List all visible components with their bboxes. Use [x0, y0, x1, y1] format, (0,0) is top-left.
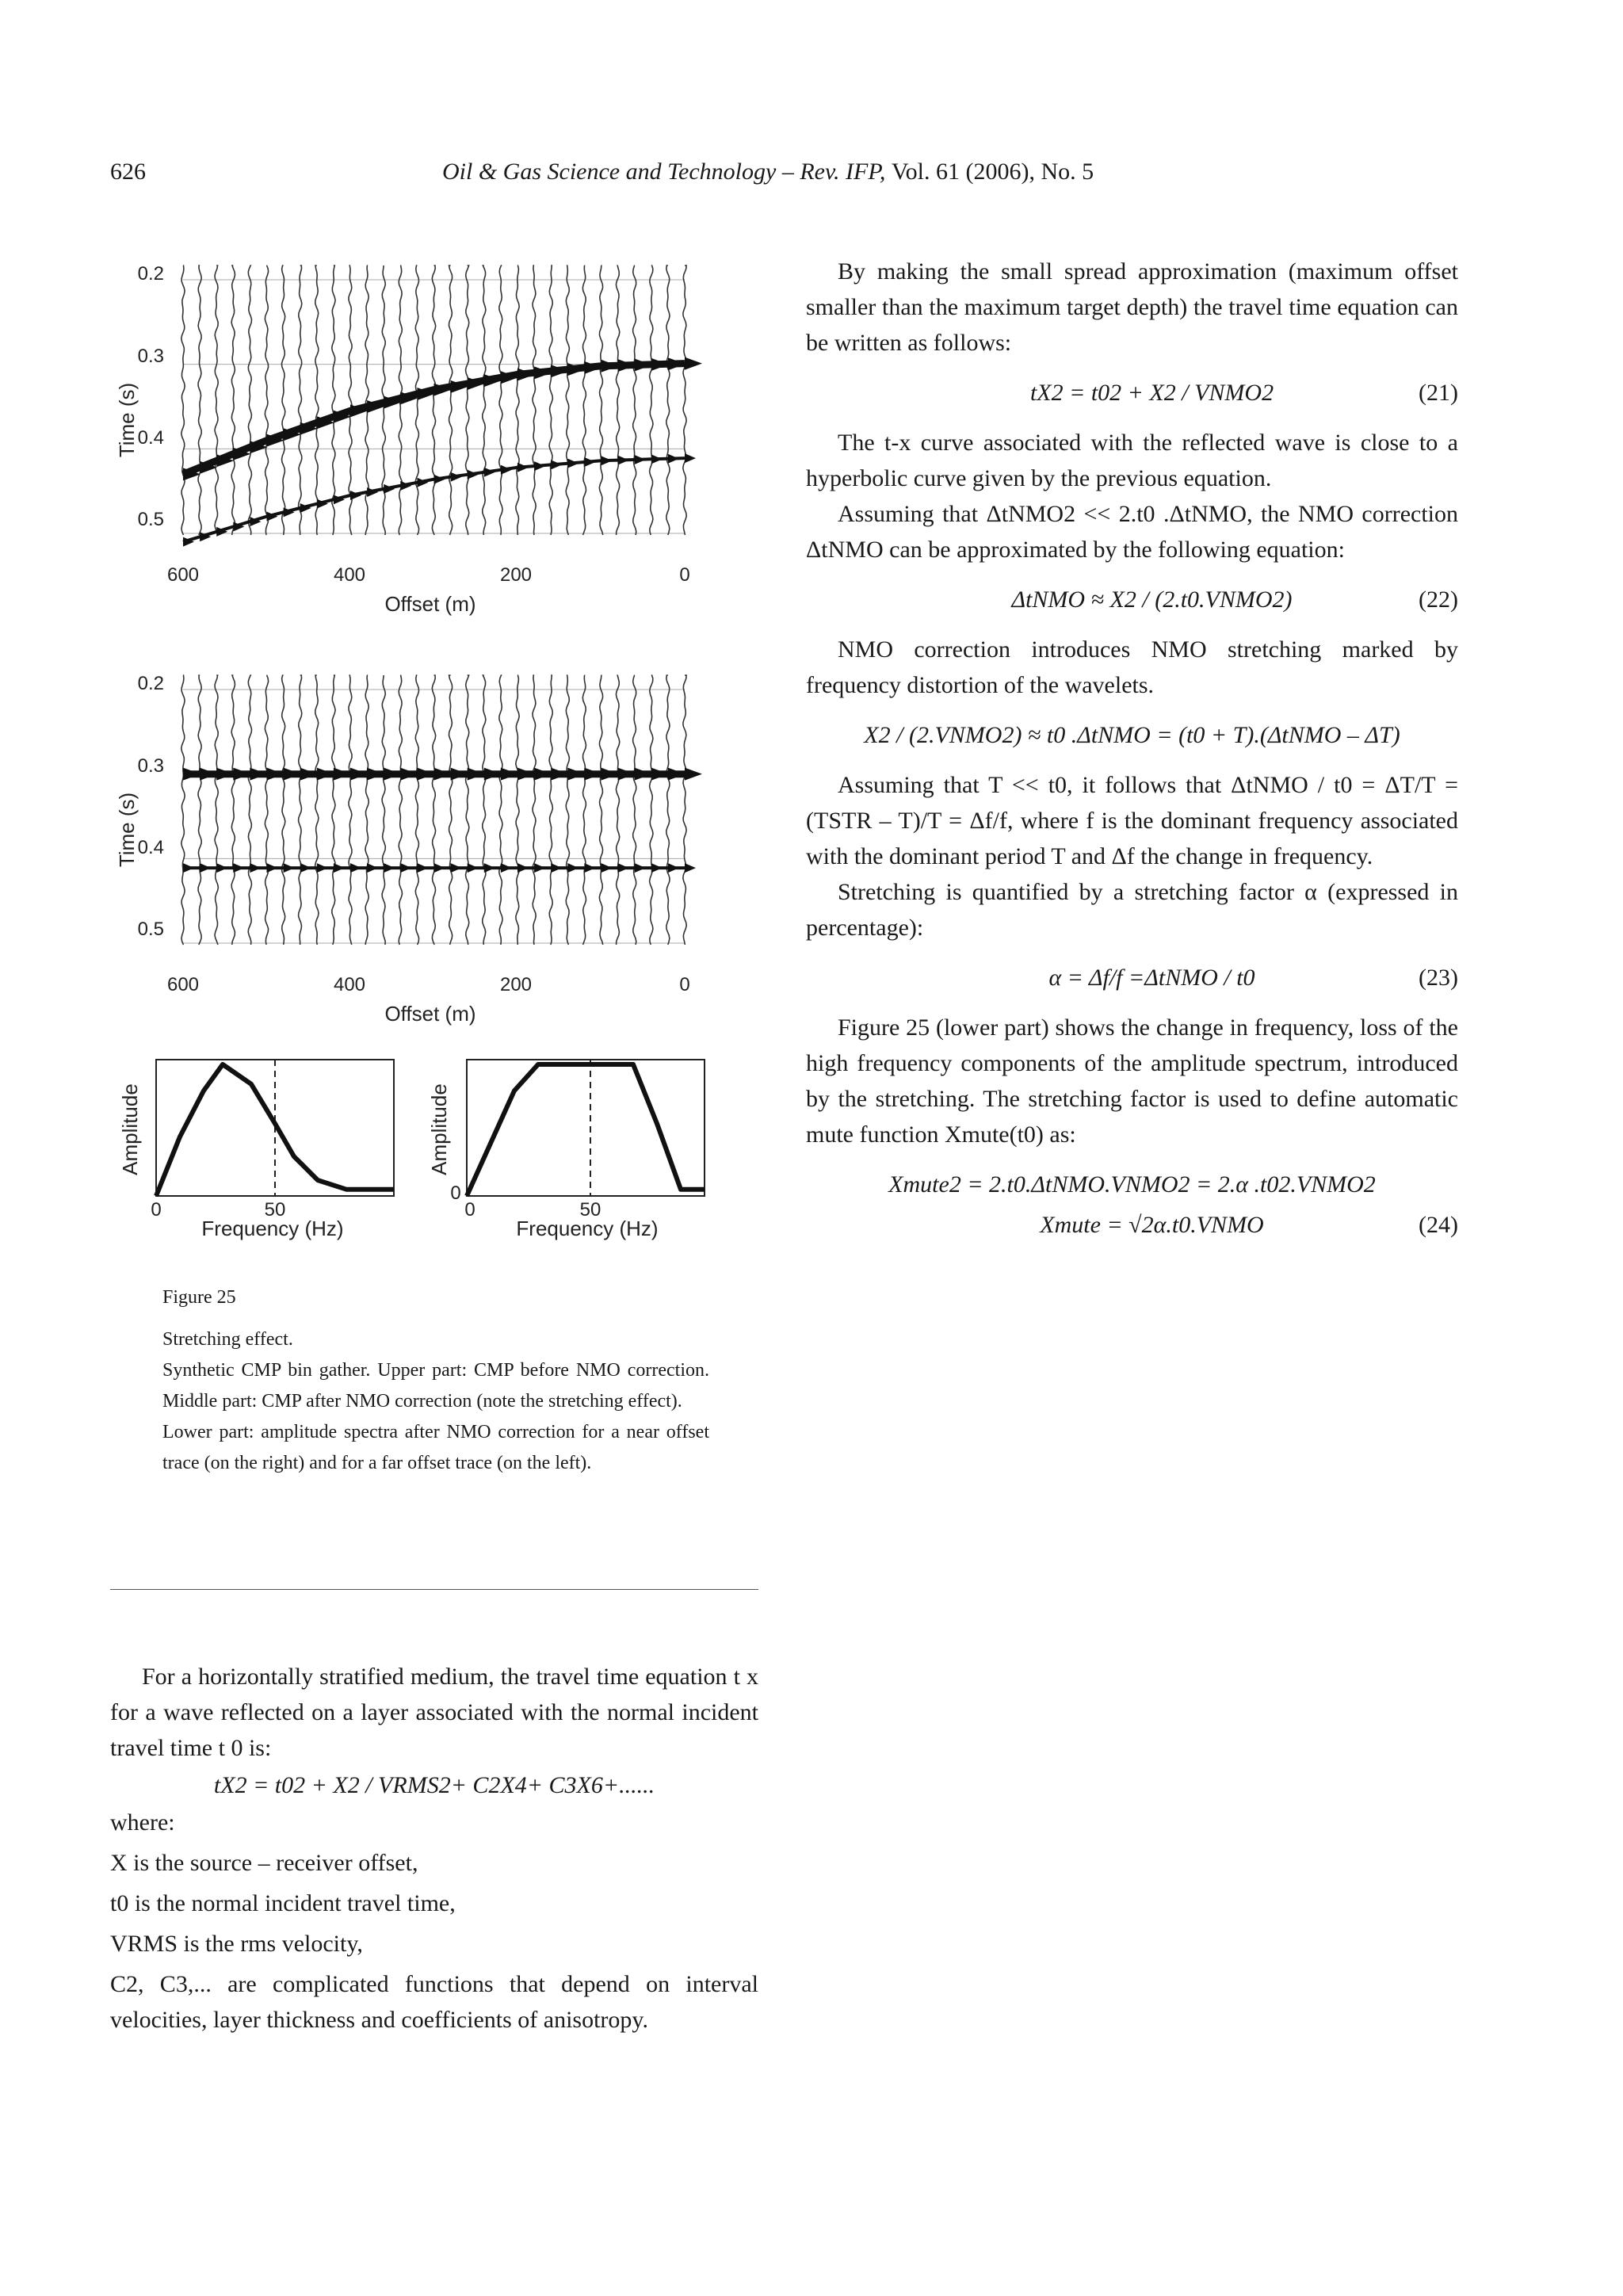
equation-22 [806, 582, 1458, 617]
middle-ytick: 0.3 [137, 755, 164, 777]
equation-23 [806, 960, 1458, 995]
figure-divider [110, 1589, 758, 1590]
seismic-trace [549, 675, 552, 945]
spectrum-near-offset [427, 1058, 733, 1252]
paragraph: By making the small spread approximation (maximum offset smaller than the maximum target depth) the travel time equation can be written as follows: [806, 258, 1458, 356]
middle-xtick: 200 [499, 974, 533, 995]
middle-events [183, 768, 702, 873]
seismic-trace [349, 675, 352, 945]
seismic-trace [650, 266, 653, 535]
figure-caption [162, 1282, 709, 1479]
middle-ytick: 0.2 [137, 673, 164, 694]
seismic-trace [432, 266, 435, 535]
reflection-wavelet [685, 768, 702, 781]
spectrum-xtick: 50 [264, 1199, 286, 1221]
seismic-trace [533, 266, 536, 535]
middle-traces [181, 675, 686, 945]
seismic-trace [466, 266, 469, 535]
upper-traces [181, 266, 686, 535]
spectrum-ylabel: Amplitude [427, 1083, 451, 1175]
equation-21 [806, 375, 1458, 411]
spectrum-xtick: 0 [151, 1199, 162, 1221]
upper-events [183, 357, 702, 547]
reflection-wavelet [685, 357, 702, 370]
paragraph: Assuming that ΔtNMO2 << 2.t0 .ΔtNMO, the NMO correction ΔtNMO can be approximated by the following equation: [806, 501, 1458, 563]
seismic-trace [516, 266, 519, 535]
seismic-trace [382, 675, 385, 945]
seismic-trace [449, 675, 453, 945]
seismic-trace [483, 266, 486, 535]
seismic-trace [516, 675, 519, 945]
seismic-trace [582, 675, 586, 945]
spectrum-xlabel: Frequency (Hz) [516, 1217, 659, 1240]
equation: X2 / (2.VNMO2) ≈ t0 .ΔtNMO = (t0 + T).(ΔtNMO – ΔT) [864, 722, 1400, 748]
definition: VRMS is the rms velocity, [110, 1931, 363, 1957]
caption-title: Stretching effect. [162, 1329, 293, 1350]
equation-body: Xmute = √2α.t0.VNMO [1040, 1212, 1264, 1238]
middle-xtick: 400 [333, 974, 366, 995]
seismic-trace [549, 266, 552, 535]
seismic-trace [198, 266, 201, 535]
seismic-trace [599, 266, 602, 535]
seismic-trace [248, 266, 251, 535]
upper-ytick: 0.5 [137, 509, 164, 530]
seismic-trace [265, 266, 268, 535]
seismic-trace [633, 675, 636, 945]
seismic-trace [332, 266, 335, 535]
upper-ylabel: Time (s) [115, 382, 139, 458]
seismic-trace [181, 266, 185, 535]
seismic-trace [499, 266, 502, 535]
upper-xtick: 200 [499, 564, 533, 586]
spectrum-ytick: 0 [450, 1182, 461, 1204]
spectrum-ylabel: Amplitude [118, 1083, 142, 1175]
equation-number: (23) [1419, 965, 1458, 991]
seismic-trace [650, 675, 653, 945]
middle-xtick: 600 [166, 974, 200, 995]
upper-xtick: 400 [333, 564, 366, 586]
seismic-trace [365, 675, 369, 945]
seismic-trace [265, 675, 268, 945]
seismic-trace [566, 266, 569, 535]
seismic-trace [432, 675, 435, 945]
seismic-trace [215, 675, 218, 945]
paragraph: For a horizontally stratified medium, the travel time equation t x for a wave reflected on a layer associated with the normal incident travel time t 0 is: [110, 1664, 758, 1761]
seismic-trace [633, 266, 636, 535]
seismic-trace [181, 675, 185, 945]
equation-number: (24) [1419, 1212, 1458, 1238]
paragraph: Stretching is quantified by a stretching factor α (expressed in percentage): [806, 879, 1458, 941]
seismic-trace [299, 675, 302, 945]
running-header [442, 159, 1094, 185]
reflection-wavelet [685, 453, 696, 463]
seismic-trace [599, 675, 602, 945]
definition: C2, C3,... are complicated functions that depend on interval velocities, layer thickness and coefficients of anisotropy. [110, 1971, 758, 2033]
seismic-trace [533, 675, 536, 945]
upper-cmp-plot [110, 262, 728, 626]
seismic-trace [582, 266, 586, 535]
middle-xtick: 0 [679, 974, 690, 995]
journal-title: Oil & Gas Science and Technology – Rev. IFP, [442, 159, 886, 185]
seismic-trace [616, 675, 619, 945]
middle-ylabel: Time (s) [115, 792, 139, 868]
seismic-trace [415, 675, 418, 945]
definition: t0 is the normal incident travel time, [110, 1890, 456, 1916]
seismic-trace [449, 266, 453, 535]
spectrum-xtick: 50 [579, 1199, 601, 1221]
journal-volume: Vol. 61 (2006), No. 5 [891, 159, 1094, 185]
seismic-trace [315, 266, 319, 535]
seismic-trace [332, 675, 335, 945]
upper-ytick: 0.2 [137, 263, 164, 285]
seismic-trace [299, 266, 302, 535]
paragraph: Figure 25 (lower part) shows the change in frequency, loss of the high frequency components of the amplitude spectrum, introduced by the stretching. The stretching factor is used to define automatic mute function Xmute(t0) as: [806, 1014, 1458, 1148]
seismic-trace [499, 675, 502, 945]
seismic-trace [198, 675, 201, 945]
paragraph: The t-x curve associated with the reflected wave is close to a hyperbolic curve given by the previous equation. [806, 430, 1458, 491]
upper-xtick: 600 [166, 564, 200, 586]
middle-ytick: 0.4 [137, 837, 164, 858]
equation: Xmute2 = 2.t0.ΔtNMO.VNMO2 = 2.α .t02.VNMO2 [888, 1171, 1376, 1198]
paragraph: Assuming that T << t0, it follows that ΔtNMO / t0 = ΔT/T = (TSTR – T)/T = Δf/f, where f is the dominant frequency associated with the dominant period T and Δf the change in frequency. [806, 772, 1458, 869]
equation-body: α = Δf/f =ΔtNMO / t0 [1048, 965, 1255, 991]
page-number: 626 [110, 159, 146, 185]
left-column [110, 1659, 758, 2038]
seismic-trace [315, 675, 319, 945]
definition: X is the source – receiver offset, [110, 1850, 418, 1876]
equation-body: ΔtNMO ≈ X2 / (2.t0.VNMO2) [1011, 586, 1293, 613]
seismic-trace [466, 675, 469, 945]
equation-number: (22) [1419, 586, 1458, 613]
seismic-trace [683, 675, 686, 945]
seismic-trace [281, 266, 285, 535]
spectrum-xlabel: Frequency (Hz) [201, 1217, 344, 1240]
upper-ytick: 0.4 [137, 427, 164, 449]
spectrum-far-offset [110, 1058, 411, 1252]
seismic-trace [566, 675, 569, 945]
seismic-trace [683, 266, 686, 535]
spectrum-frame [467, 1060, 705, 1196]
caption-text: Synthetic CMP bin gather. Upper part: CMP before NMO correction. Middle part: CMP after NMO correction (note the stretching effect). [162, 1360, 709, 1412]
upper-xtick: 0 [679, 564, 690, 586]
upper-ytick: 0.3 [137, 346, 164, 367]
spectrum-xtick: 0 [464, 1199, 475, 1221]
seismic-trace [281, 675, 285, 945]
seismic-trace [483, 675, 486, 945]
middle-cmp-plot [110, 671, 728, 1036]
caption-text: Lower part: amplitude spectra after NMO correction for a near offset trace (on the right) and for a far offset trace (on the left). [162, 1422, 709, 1473]
right-column [806, 254, 1458, 1243]
seismic-trace [231, 675, 235, 945]
seismic-trace [415, 266, 418, 535]
seismic-trace [231, 266, 235, 535]
equation-number: (21) [1419, 380, 1458, 406]
upper-xlabel: Offset (m) [384, 592, 476, 616]
seismic-trace [616, 266, 619, 535]
seismic-trace [248, 675, 251, 945]
equation: tX2 = t02 + X2 / VRMS2+ C2X4+ C3X6+...... [213, 1772, 655, 1798]
equation-24 [806, 1207, 1458, 1243]
seismic-trace [666, 266, 670, 535]
middle-xlabel: Offset (m) [384, 1002, 476, 1026]
reflection-wavelet [685, 863, 696, 873]
caption-label: Figure 25 [162, 1287, 236, 1308]
spectrum-curve [467, 1064, 705, 1196]
middle-ytick: 0.5 [137, 919, 164, 940]
seismic-trace [215, 266, 218, 535]
paragraph: where: [110, 1809, 175, 1836]
paragraph: NMO correction introduces NMO stretching marked by frequency distortion of the wavelets. [806, 636, 1458, 698]
seismic-trace [666, 675, 670, 945]
equation-body: tX2 = t02 + X2 / VNMO2 [1029, 380, 1274, 406]
seismic-trace [399, 675, 402, 945]
